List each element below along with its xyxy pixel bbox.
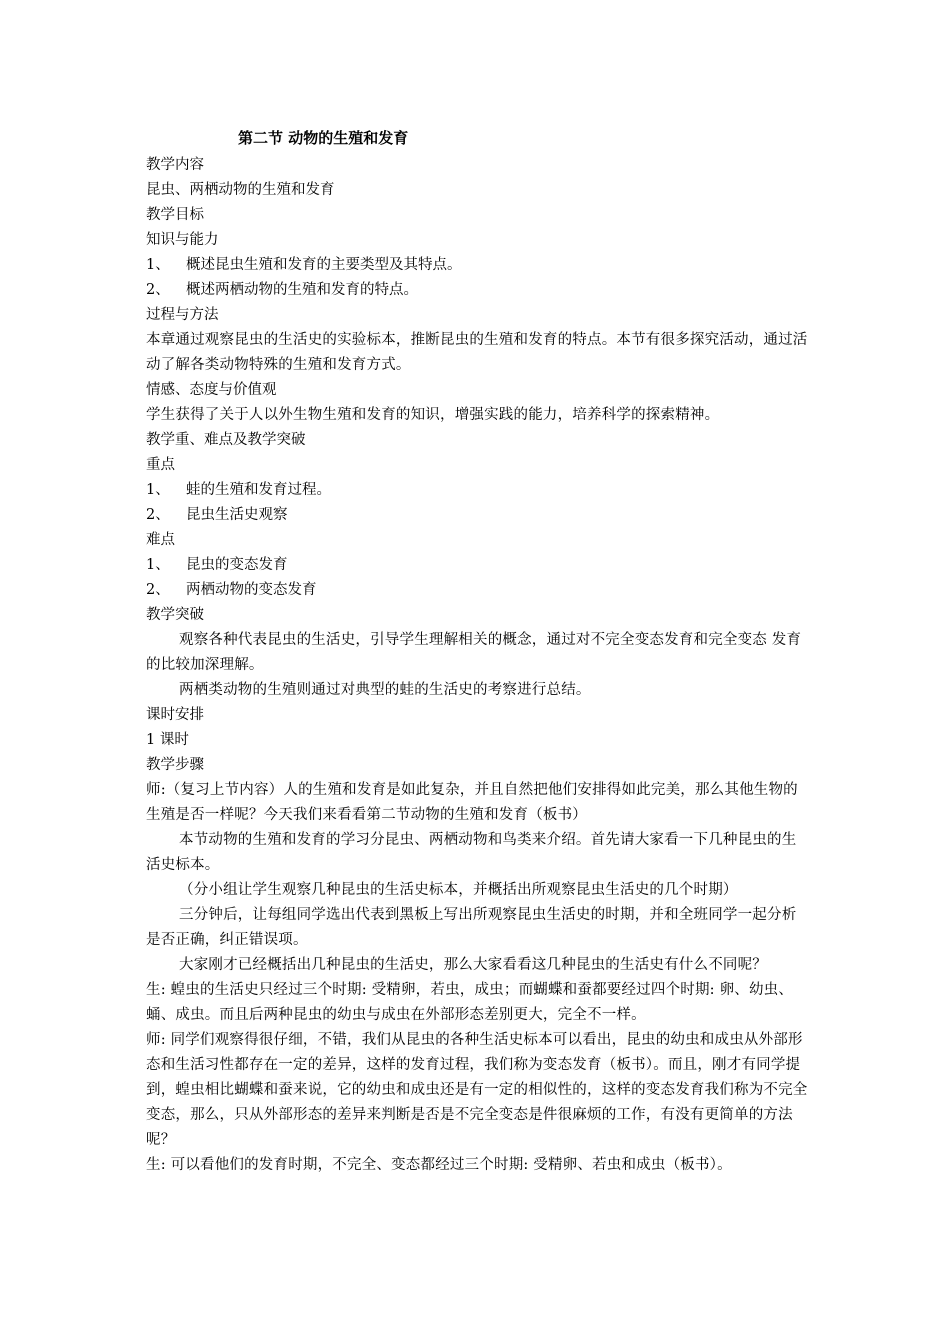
paragraph-blackboard-task: 三分钟后，让每组同学选出代表到黑板上写出所观察昆虫生活史的时期，并和全班同学一起分析是否正确，纠正错误项。 <box>146 907 797 948</box>
goal-item-1 <box>146 253 810 278</box>
document-body <box>146 126 810 1178</box>
heading-key-points: 重点 <box>146 457 175 473</box>
paragraph-process-method: 本章通过观察昆虫的生活史的实验标本，推断昆虫的生殖和发育的特点。本节有很多探究活动，通过活动了解各类动物特殊的生殖和发育方式。 <box>146 332 808 373</box>
list-text: 蛙的生殖和发育过程。 <box>186 482 331 498</box>
list-number: 2、 <box>146 582 170 598</box>
text-schedule: 1 课时 <box>146 732 189 748</box>
paragraph-question: 大家刚才已经概括出几种昆虫的生活史，那么大家看看这几种昆虫的生活史有什么不同呢？ <box>179 957 767 973</box>
heading-knowledge-ability: 知识与能力 <box>146 232 219 248</box>
key-point-2 <box>146 503 810 528</box>
paragraph-emotion-values: 学生获得了关于人以外生物生殖和发育的知识，增强实践的能力，培养科学的探索精神。 <box>146 407 720 423</box>
list-number: 2、 <box>146 282 170 298</box>
list-text: 昆虫生活史观察 <box>186 507 288 523</box>
list-number: 1、 <box>146 482 170 498</box>
heading-teaching-content: 教学内容 <box>146 157 204 173</box>
heading-teaching-goals: 教学目标 <box>146 207 204 223</box>
paragraph-student-answer-2: 生: 可以看他们的发育时期，不完全、变态都经过三个时期: 受精卵、若虫和成虫（板书）。 <box>146 1157 732 1173</box>
list-text: 昆虫的变态发育 <box>186 557 288 573</box>
list-number: 2、 <box>146 507 170 523</box>
list-number: 1、 <box>146 257 170 273</box>
heading-key-difficult: 教学重、难点及教学突破 <box>146 432 306 448</box>
text-teaching-content: 昆虫、两栖动物的生殖和发育 <box>146 182 335 198</box>
paragraph-group-activity: （分小组让学生观察几种昆虫的生活史标本，并概括出所观察昆虫生活史的几个时期） <box>179 882 738 898</box>
key-point-1 <box>146 478 810 503</box>
heading-difficult-points: 难点 <box>146 532 175 548</box>
list-text: 概述两栖动物的生殖和发育的特点。 <box>186 282 418 298</box>
paragraph-teacher-explanation: 师: 同学们观察得很仔细，不错，我们从昆虫的各种生活史标本可以看出，昆虫的幼虫和成虫从外部形态和生活习性都存在一定的差异，这样的发育过程，我们称为变态发育（板书）。而且，刚才有同学提到，蝗虫相比蝴蝶和蚕来说，它的幼虫和成虫还是有一定的相似性的，这样的变态发育我们称为不完全变态，那么，只从外部形态的差异来判断是否是不完全变态是件很麻烦的工作，有没有更简单的方法呢？ <box>146 1032 808 1148</box>
heading-process-method: 过程与方法 <box>146 307 219 323</box>
paragraph-breakthrough-1: 观察各种代表昆虫的生活史，引导学生理解相关的概念，通过对不完全变态发育和完全变态 发育的比较加深理解。 <box>146 632 802 673</box>
heading-breakthrough: 教学突破 <box>146 607 204 623</box>
list-text: 两栖动物的变态发育 <box>186 582 317 598</box>
heading-emotion-values: 情感、态度与价值观 <box>146 382 277 398</box>
difficult-point-2 <box>146 578 810 603</box>
page-title: 第二节 动物的生殖和发育 <box>238 129 409 147</box>
list-text: 概述昆虫生殖和发育的主要类型及其特点。 <box>186 257 462 273</box>
paragraph-breakthrough-2: 两栖类动物的生殖则通过对典型的蛙的生活史的考察进行总结。 <box>179 682 591 698</box>
paragraph-lesson-outline: 本节动物的生殖和发育的学习分昆虫、两栖动物和鸟类来介绍。首先请大家看一下几种昆虫的生活史标本。 <box>146 832 797 873</box>
paragraph-teacher-intro: 师:（复习上节内容）人的生殖和发育是如此复杂，并且自然把他们安排得如此完美，那么其他生物的生殖是否一样呢？今天我们来看看第二节动物的生殖和发育（板书） <box>146 782 798 823</box>
goal-item-2 <box>146 278 810 303</box>
heading-teaching-steps: 教学步骤 <box>146 757 204 773</box>
difficult-point-1 <box>146 553 810 578</box>
heading-schedule: 课时安排 <box>146 707 204 723</box>
list-number: 1、 <box>146 557 170 573</box>
paragraph-student-answer-1: 生: 蝗虫的生活史只经过三个时期: 受精卵，若虫，成虫；而蝴蝶和蚕都要经过四个时期: 卵、幼虫、蛹、成虫。而且后两种昆虫的幼虫与成虫在外部形态差别更大，完全不一样。 <box>146 982 794 1023</box>
